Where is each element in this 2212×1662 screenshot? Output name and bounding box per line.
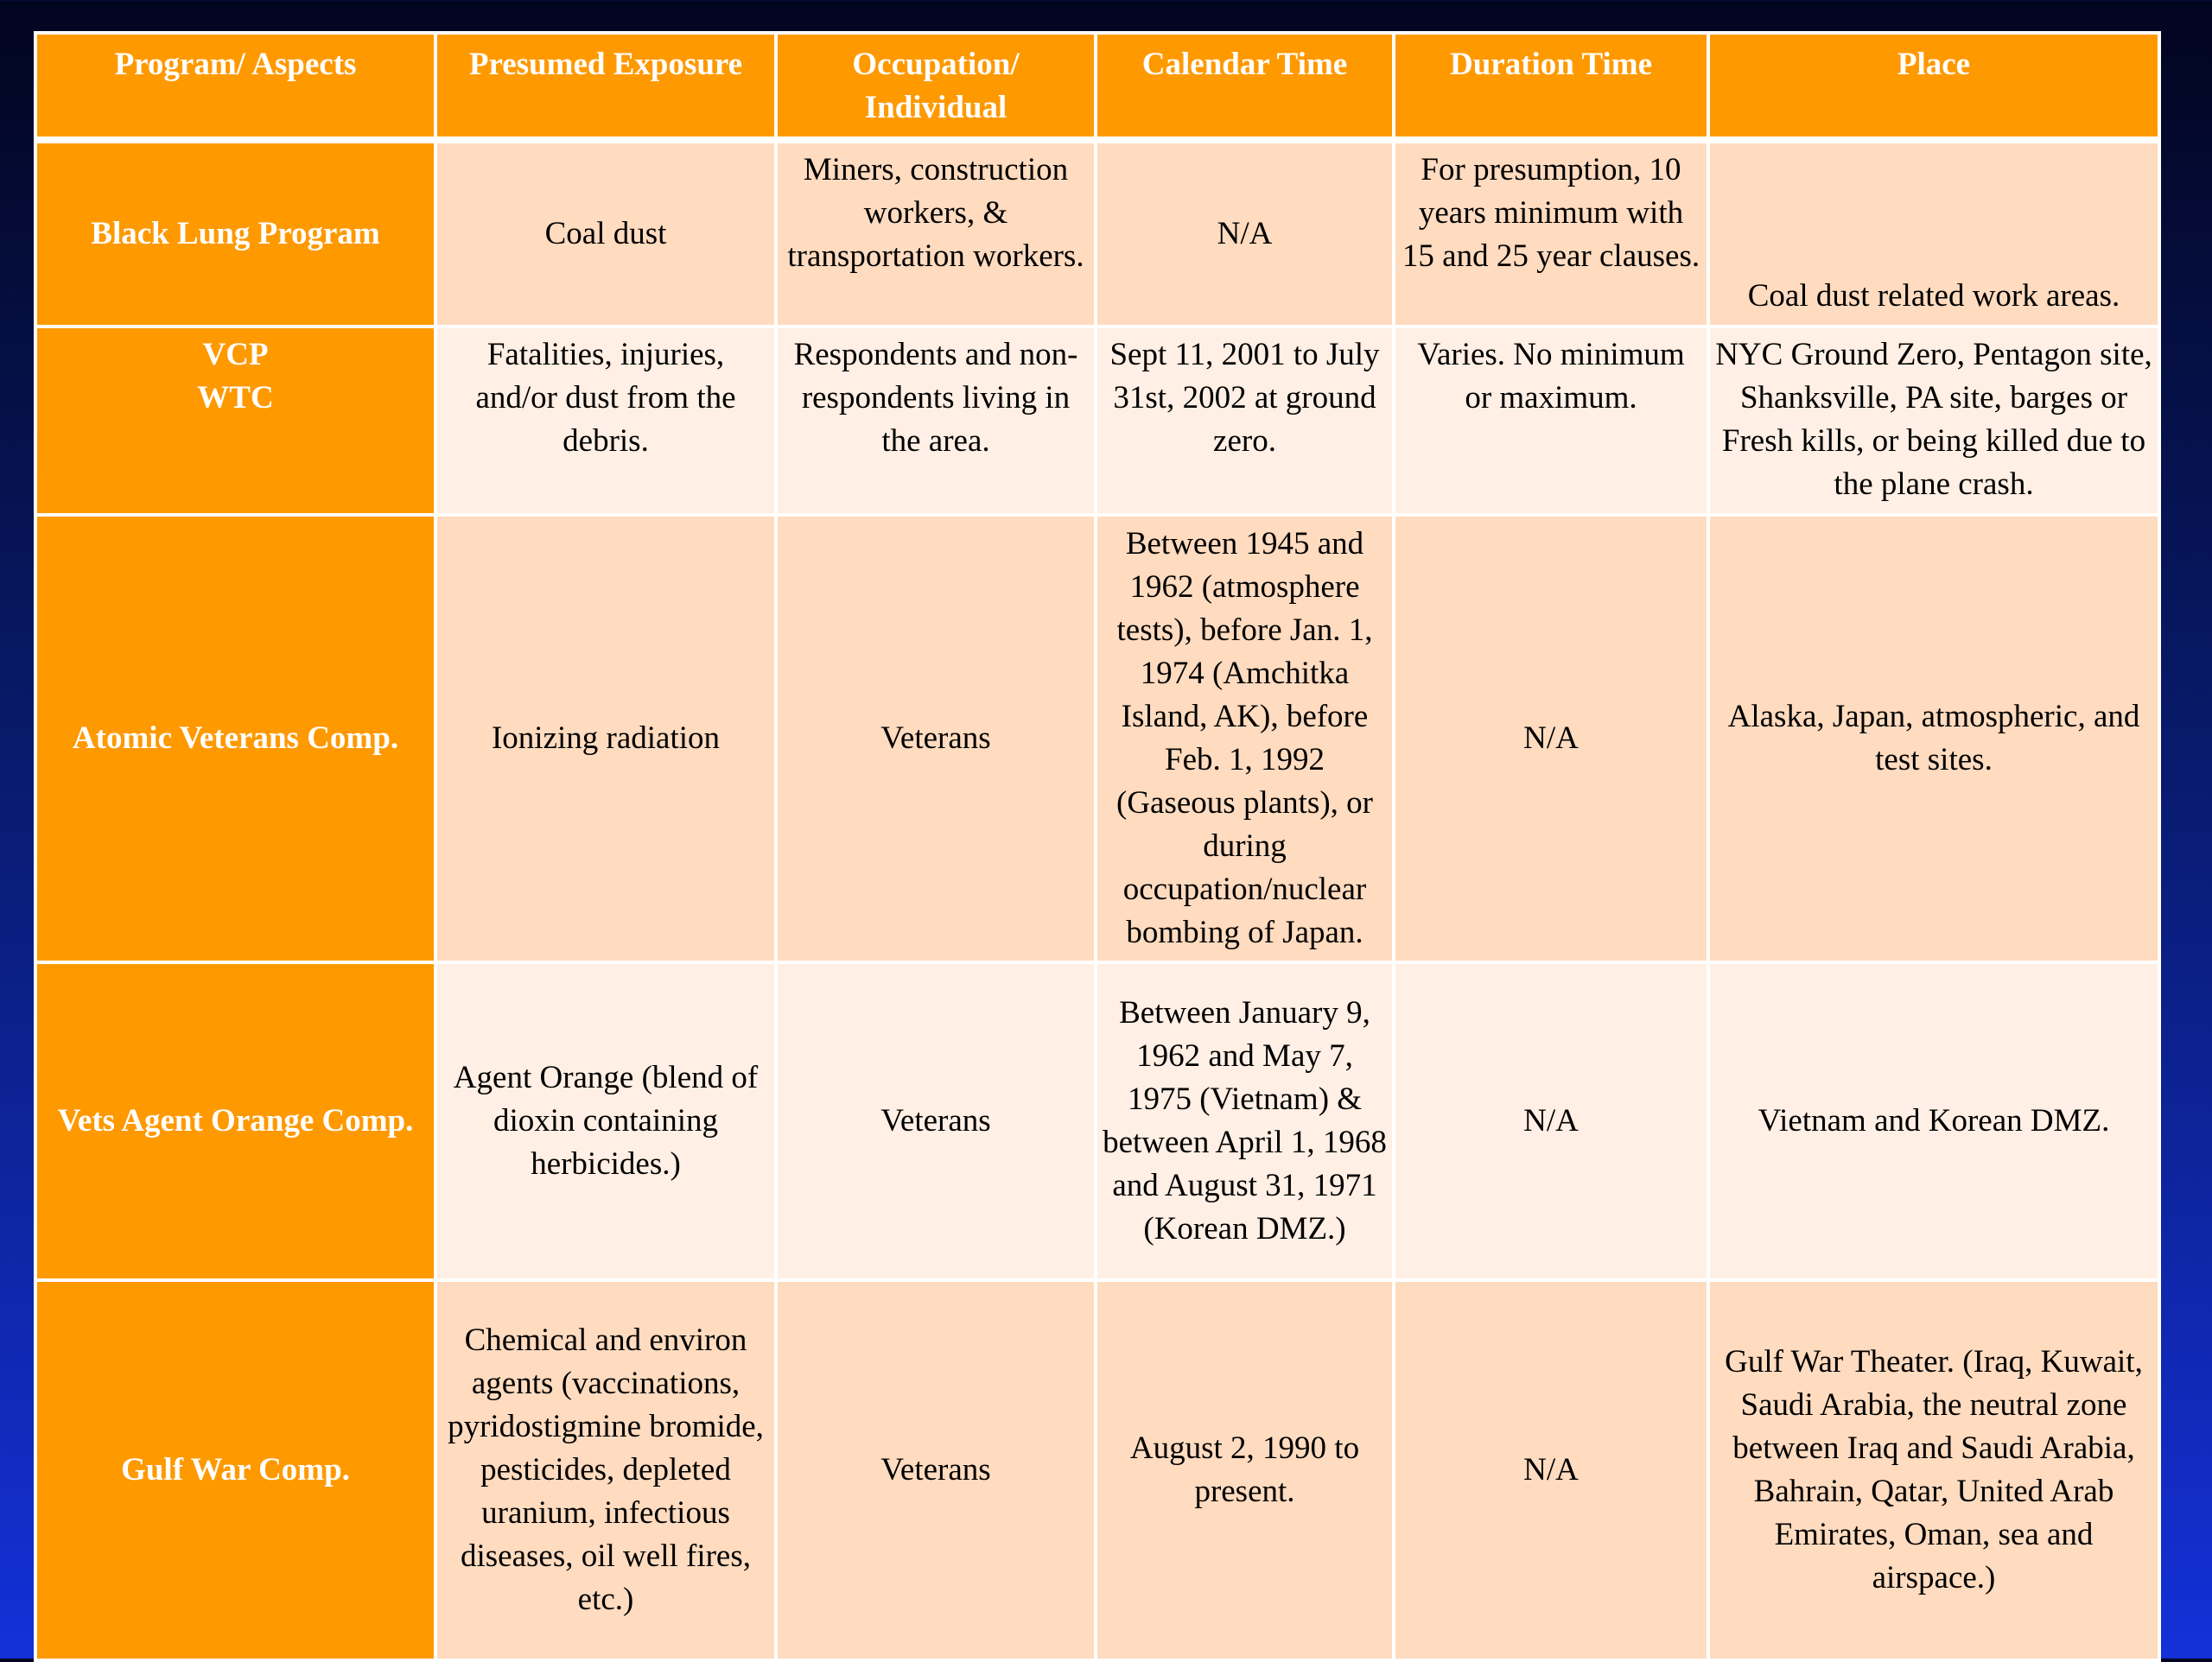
row-place: Coal dust related work areas.	[1708, 140, 2159, 327]
row-duration: Varies. No minimum or maximum.	[1394, 327, 1708, 515]
row-duration: N/A	[1394, 1280, 1708, 1660]
header-occupation-line: Occupation/	[852, 47, 1020, 82]
table-row	[35, 515, 2159, 962]
row-calendar: N/A	[1096, 140, 1394, 327]
row-exposure: Ionizing radiation	[435, 515, 776, 962]
row-duration: N/A	[1394, 515, 1708, 962]
header-row	[35, 33, 2159, 140]
table-row	[35, 327, 2159, 515]
header-duration: Duration Time	[1394, 33, 1708, 140]
presumption-programs-table	[34, 31, 2161, 1662]
row-occupation: Miners, construction workers, & transportation workers.	[776, 140, 1096, 327]
header-occupation	[776, 33, 1096, 140]
row-occupation: Veterans	[776, 515, 1096, 962]
row-program: Vets Agent Orange Comp.	[35, 962, 435, 1280]
row-program: Gulf War Comp.	[35, 1280, 435, 1660]
table-row	[35, 962, 2159, 1280]
table-row	[35, 1280, 2159, 1660]
header-program: Program/ Aspects	[35, 33, 435, 140]
row-place: Alaska, Japan, atmospheric, and test sites.	[1708, 515, 2159, 962]
row-exposure: Chemical and environ agents (vaccinations, pyridostigmine bromide, pesticides, depleted uranium, infectious diseases, oil well fires, etc.)	[435, 1280, 776, 1660]
row-exposure: Fatalities, injuries, and/or dust from the debris.	[435, 327, 776, 515]
row-duration: N/A	[1394, 962, 1708, 1280]
row-program	[35, 327, 435, 515]
row-calendar: August 2, 1990 to present.	[1096, 1280, 1394, 1660]
row-exposure: Coal dust	[435, 140, 776, 327]
header-exposure: Presumed Exposure	[435, 33, 776, 140]
row-occupation: Veterans	[776, 1280, 1096, 1660]
row-program: Black Lung Program	[35, 140, 435, 327]
row-occupation: Respondents and non-respondents living in the area.	[776, 327, 1096, 515]
row-calendar: Between 1945 and 1962 (atmosphere tests), before Jan. 1, 1974 (Amchitka Island, AK), before Feb. 1, 1992 (Gaseous plants), or during occupation/nuclear bombing of Japan.	[1096, 515, 1394, 962]
row-program: Atomic Veterans Comp.	[35, 515, 435, 962]
row-place: Gulf War Theater. (Iraq, Kuwait, Saudi Arabia, the neutral zone between Iraq and Saudi Arabia, Bahrain, Qatar, United Arab Emirates, Oman, sea and airspace.)	[1708, 1280, 2159, 1660]
row-place: NYC Ground Zero, Pentagon site, Shanksville, PA site, barges or Fresh kills, or being killed due to the plane crash.	[1708, 327, 2159, 515]
row-program-line: VCP	[202, 337, 269, 372]
header-place: Place	[1708, 33, 2159, 140]
row-program-line: WTC	[197, 380, 274, 416]
row-occupation: Veterans	[776, 962, 1096, 1280]
header-occupation-line: Individual	[864, 90, 1007, 125]
row-calendar: Between January 9, 1962 and May 7, 1975 (Vietnam) & between April 1, 1968 and August 31, 1971 (Korean DMZ.)	[1096, 962, 1394, 1280]
row-duration: For presumption, 10 years minimum with 15 and 25 year clauses.	[1394, 140, 1708, 327]
row-place: Vietnam and Korean DMZ.	[1708, 962, 2159, 1280]
table-row	[35, 140, 2159, 327]
row-calendar: Sept 11, 2001 to July 31st, 2002 at ground zero.	[1096, 327, 1394, 515]
header-calendar: Calendar Time	[1096, 33, 1394, 140]
row-exposure: Agent Orange (blend of dioxin containing herbicides.)	[435, 962, 776, 1280]
